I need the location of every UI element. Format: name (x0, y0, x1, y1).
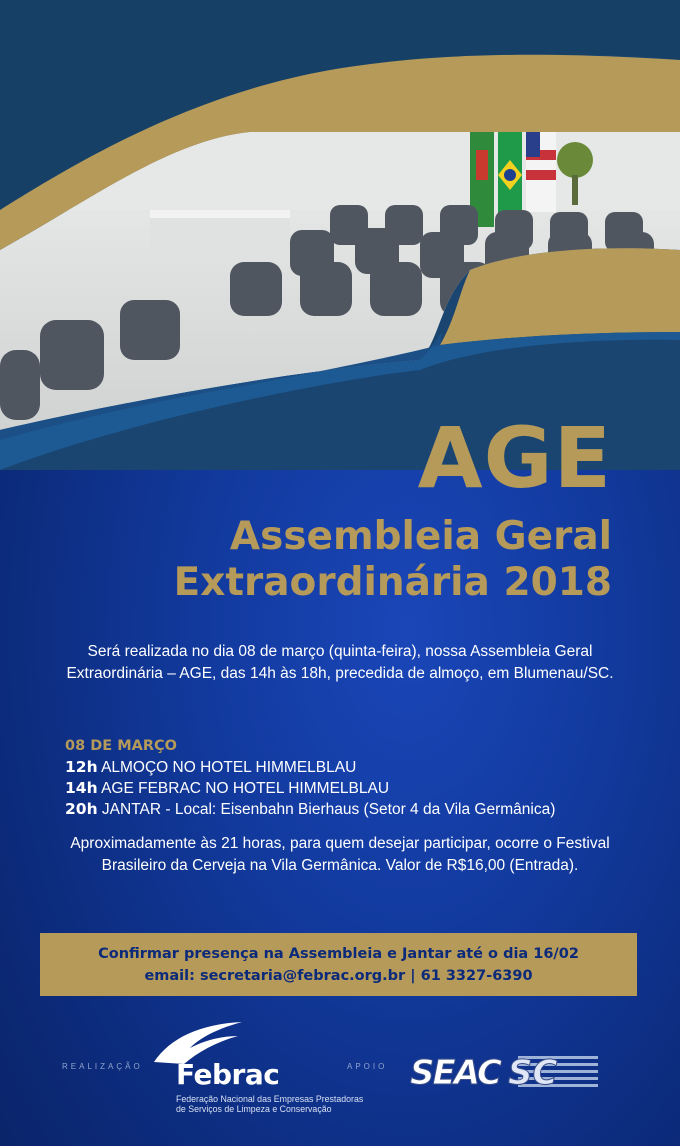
event-title-line1: Assembleia Geral (229, 514, 612, 559)
schedule-item (65, 778, 555, 799)
sc-text: SC (508, 1053, 558, 1092)
header-graphic (0, 0, 680, 470)
seac-sc-logo (408, 1050, 603, 1092)
febrac-description: Federação Nacional das Empresas Prestadoras de Serviços de Limpeza e Conservação (176, 1094, 364, 1114)
festival-note: Aproximadamente às 21 horas, para quem desejar participar, ocorre o Festival Brasileiro da Cerveja na Vila Germânica. Valor de R$16,00 (Entrada). (70, 835, 610, 874)
schedule-item (65, 799, 555, 820)
confirm-banner (40, 933, 637, 996)
schedule-time: 14h (65, 779, 98, 797)
event-acronym: AGE (417, 409, 612, 507)
schedule (65, 736, 555, 820)
confirm-line: Confirmar presença na Assembleia e Jantar até o dia 16/02 (98, 946, 579, 962)
schedule-item (65, 757, 555, 778)
schedule-text: ALMOÇO NO HOTEL HIMMELBLAU (101, 759, 357, 776)
event-title-line2: Extraordinária 2018 (173, 560, 612, 605)
febrac-name: Febrac (176, 1058, 280, 1091)
schedule-date: 08 DE MARÇO (65, 738, 177, 754)
schedule-time: 12h (65, 758, 98, 776)
contact-line[interactable]: email: secretaria@febrac.org.br | 61 3327-6390 (144, 968, 533, 984)
seac-text: SEAC (410, 1053, 500, 1092)
realizacao-label: REALIZAÇÃO (62, 1062, 143, 1071)
apoio-label: APOIO (347, 1062, 388, 1071)
schedule-time: 20h (65, 800, 98, 818)
intro-text: Será realizada no dia 08 de março (quinta-feira), nossa Assembleia Geral Extraordinária – AGE, das 14h às 18h, precedida de almoço, em Blumenau/SC. (66, 643, 614, 682)
schedule-text: AGE FEBRAC NO HOTEL HIMMELBLAU (101, 780, 390, 797)
schedule-text: JANTAR - Local: Eisenbahn Bierhaus (Setor 4 da Vila Germânica) (101, 801, 556, 818)
